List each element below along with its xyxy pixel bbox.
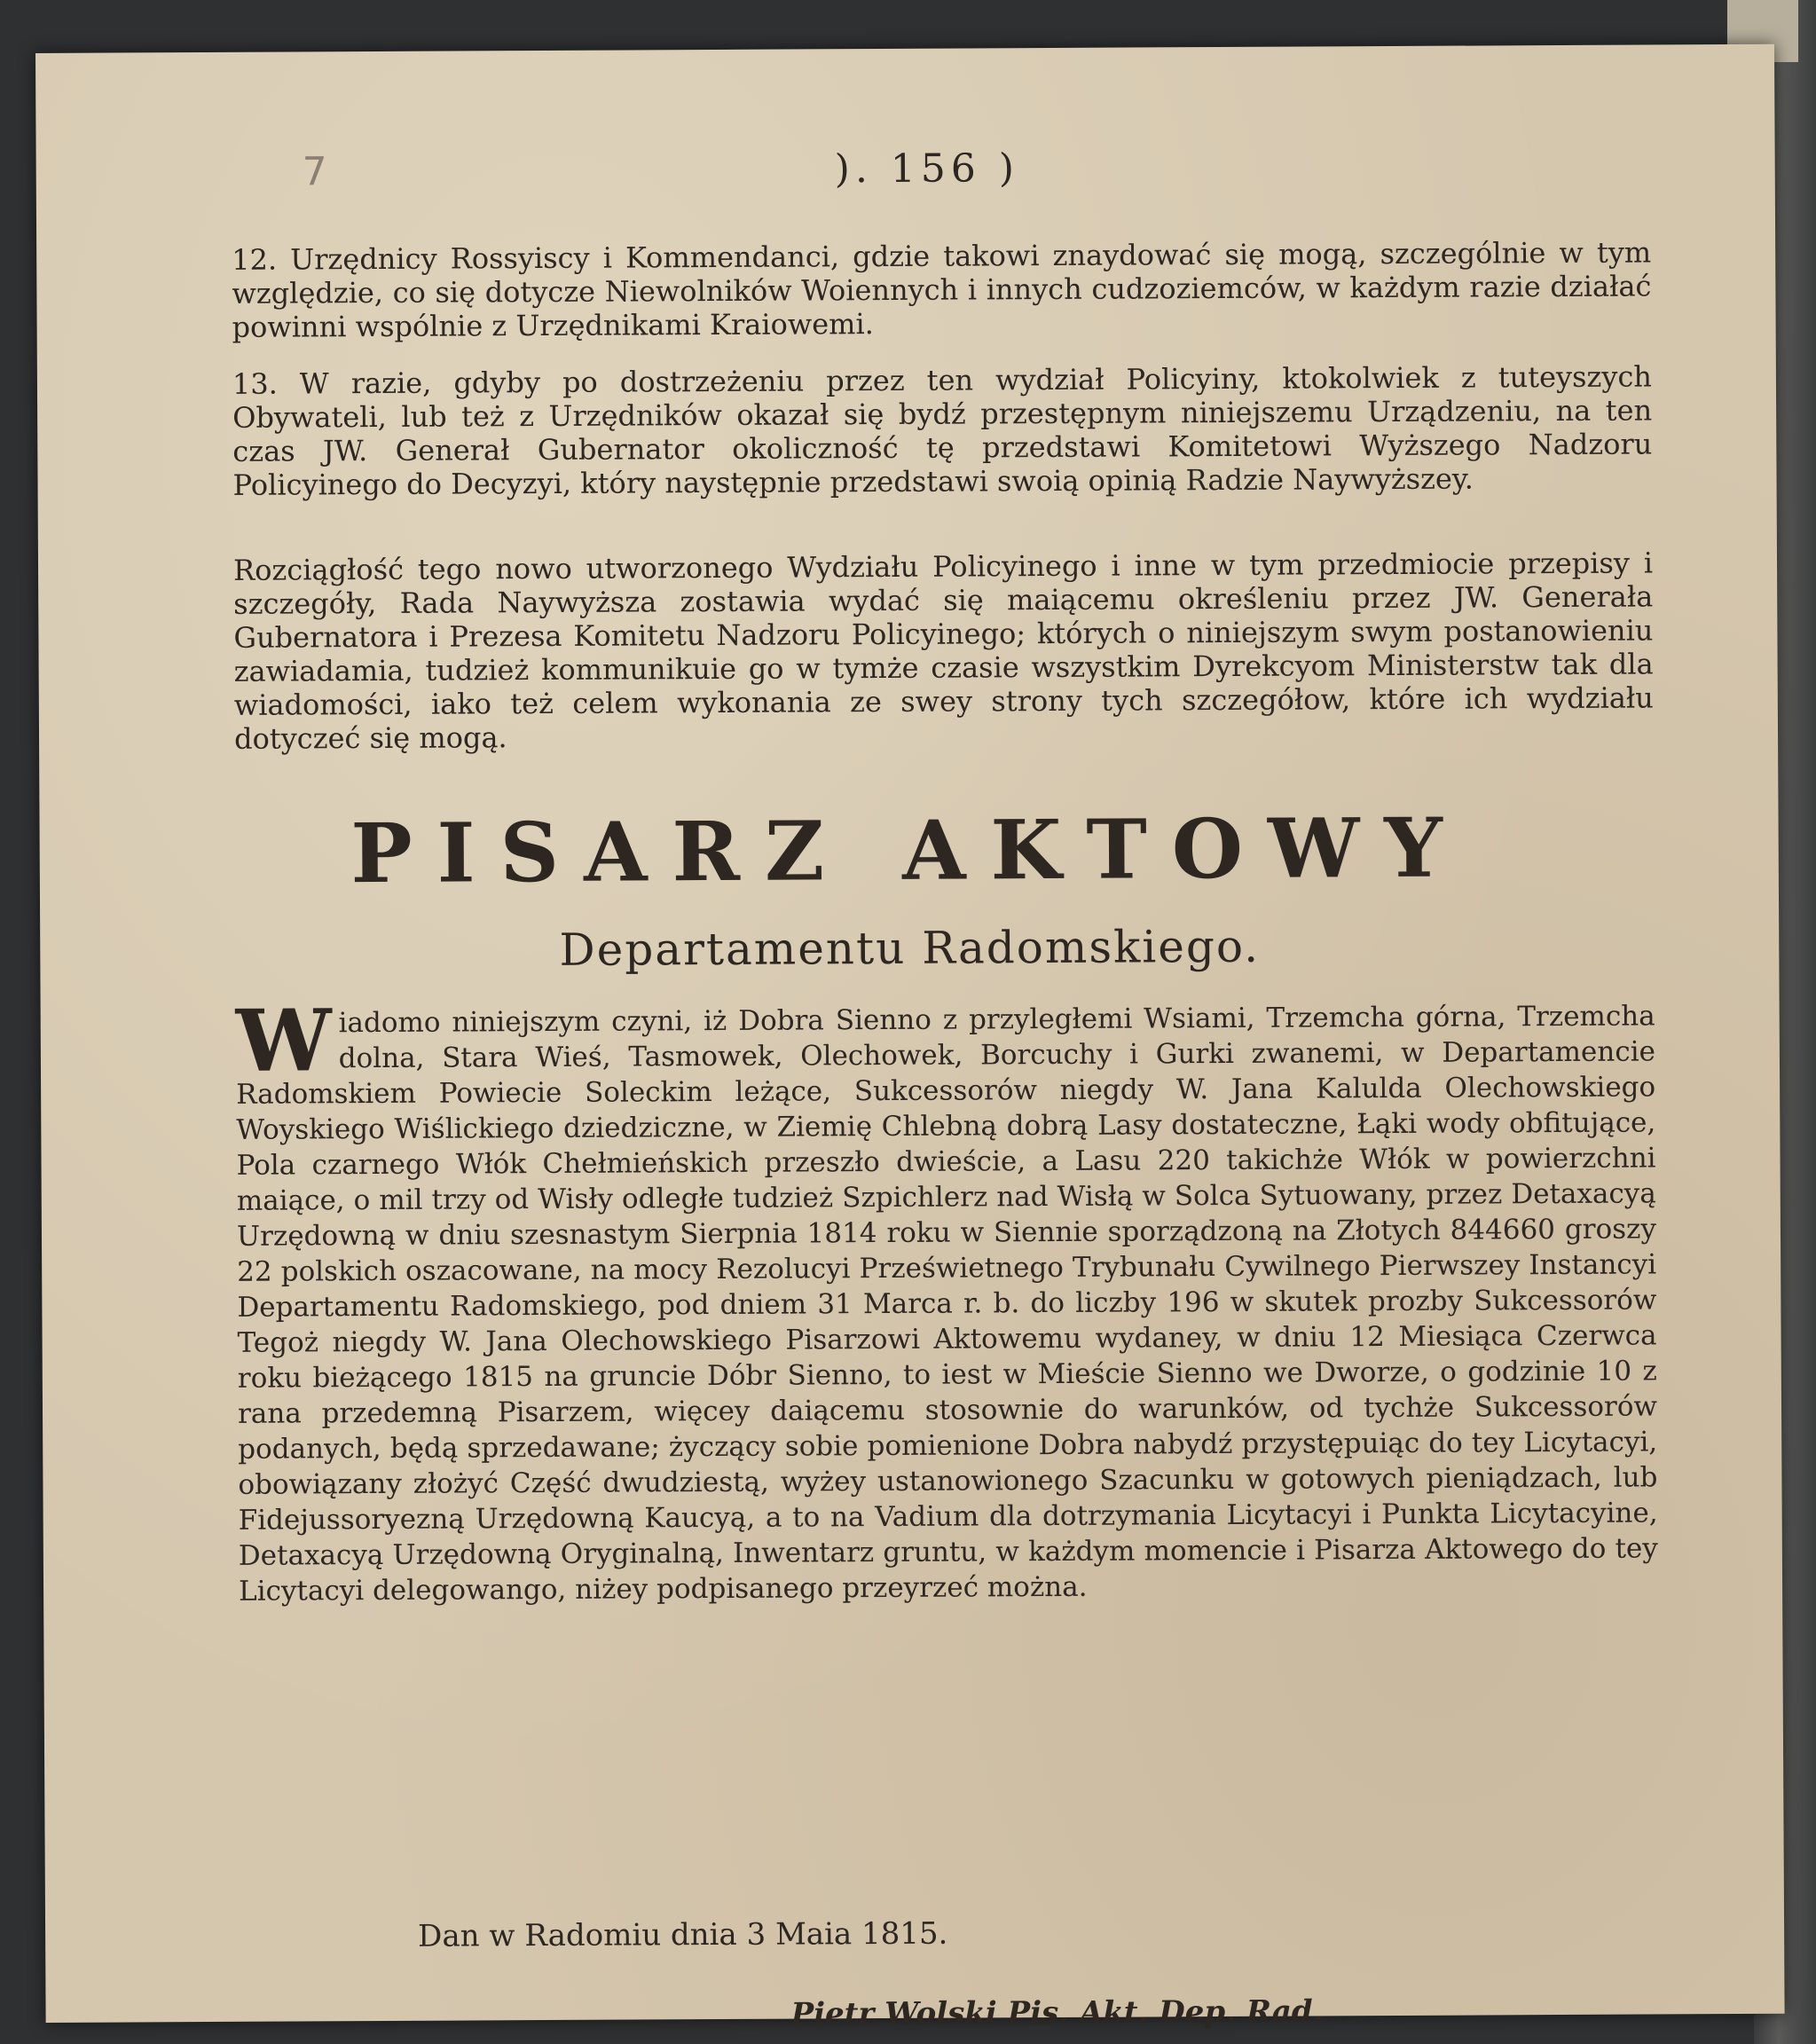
signature: Pietr Wolski Pis. Akt. Dep. Rad. xyxy=(790,1993,1324,2032)
paragraph-13: 13. W razie, gdyby po dostrzeżeniu przez ten wydział Policyiny, ktokolwiek z tuteyszych Obywateli, lub też z Urzędników okazał się bydź przestępnym niniejszemu Urządzeniu, na ten czas JW. Generał Gubernator okoliczność tę przedstawi Komitetowi Wyższego Nadzoru Policyinego do Decyzyi, który naystępnie przedstawi swoią opinią Radzie Naywyższey. xyxy=(232,359,1653,502)
dateline: Dan w Radomiu dnia 3 Maia 1815. xyxy=(418,1915,948,1954)
drop-cap: W xyxy=(235,990,332,1091)
announcement-body xyxy=(235,990,1659,1608)
notice-subtitle: Departamentu Radomskiego. xyxy=(559,920,1261,976)
pencil-mark: 7 xyxy=(302,149,327,195)
page-number: ). 156 ) xyxy=(834,145,1020,193)
paragraph-12: 12. Urzędnicy Rossyiscy i Kommendanci, gdzie takowi znaydować się mogą, szczególnie w tym względzie, co się dotycze Niewolników Woiennych i innych cudzoziemców, w każdym razie działać powinni wspólnie z Urzędnikami Kraiowemi. xyxy=(232,235,1652,344)
document-page xyxy=(35,44,1785,2032)
announcement-text: iadomo niniejszym czyni, iż Dobra Sienno z przyległemi Wsiami, Trzemcha górna, Trzemcha dolna, Stara Wieś, Tasmowek, Olechowek, Borcuchy i Gurki zwanemi, w Departamencie Radomskiem Powiecie Soleckim leżące, Sukcessorów niegdy W. Jana Kalulda Olechowskiego Woyskiego Wiślickiego dziedziczne, w Ziemię Chlebną dobrą Lasy dostateczne, Łąki wody obfitujące, Pola czarnego Włók Chełmieńskich przeszło dwieście, a Lasu 220 takichże Włók w powierzchni maiące, o mil trzy od Wisły odległe tudzież Szpichlerz nad Wisłą w Solca Sytuowany, przez Detaxacyą Urzędowną w dniu szesnastym Sierpnia 1814 roku w Siennie sporządzoną na Złotych 844660 groszy 22 polskich oszacowane, na mocy Rezolucyi Prześwietnego Trybunału Cywilnego Pierwszey Instancyi Departamentu Radomskiego, pod dniem 31 Marca r. b. do liczby 196 w skutek prozby Sukcessorów Tegoż niegdy W. Jana Olechowskiego Pisarzowi Aktowemu wydaney, w dniu 12 Miesiąca Czerwca roku bieżącego 1815 na gruncie Dóbr Sienno, to iest w Mieście Sienno we Dworze, o godzinie 10 z rana przedemną Pisarzem, więcey daiącemu stosownie do warunków, od tychże Sukcessorów podanych, będą sprzedawane; życzący sobie pomienione Dobra nabydź przystępuiąc do tey Licytacyi, obowiązany złożyć Część dwudziestą, wyżey ustanowionego Szacunku w gotowych pieniądzach, lub Fidejussoryezną Urzędowną Kaucyą, a to na Vadium dla dotrzymania Licytacyi i Punkta Licytacyine, Detaxacyą Urzędowną Oryginalną, Inwentarz gruntu, w każdym momencie i Pisarza Aktowego do tey Licytacyi delegowango, niżey podpisanego przeyrzeć można. xyxy=(236,1000,1658,1608)
notice-title: PISARZ AKTOWY xyxy=(350,799,1468,902)
summary-paragraph: Rozciągłość tego nowo utworzonego Wydziału Policyinego i inne w tym przedmiocie przepisy i szczegóły, Rada Naywyższa zostawia wydać się maiącemu określeniu przez JW. Generała Gubernatora i Prezesa Komitetu Nadzoru Policyinego; których o niniejszym swym postanowieniu zawiadamia, tudzież kommunikuie go w tymże czasie wszystkim Dyrekcyom Ministerstw tak dla wiadomości, iako też celem wykonania ze swey strony tych szczegółow, które ich wydziału dotyczeć się mogą. xyxy=(232,546,1654,756)
